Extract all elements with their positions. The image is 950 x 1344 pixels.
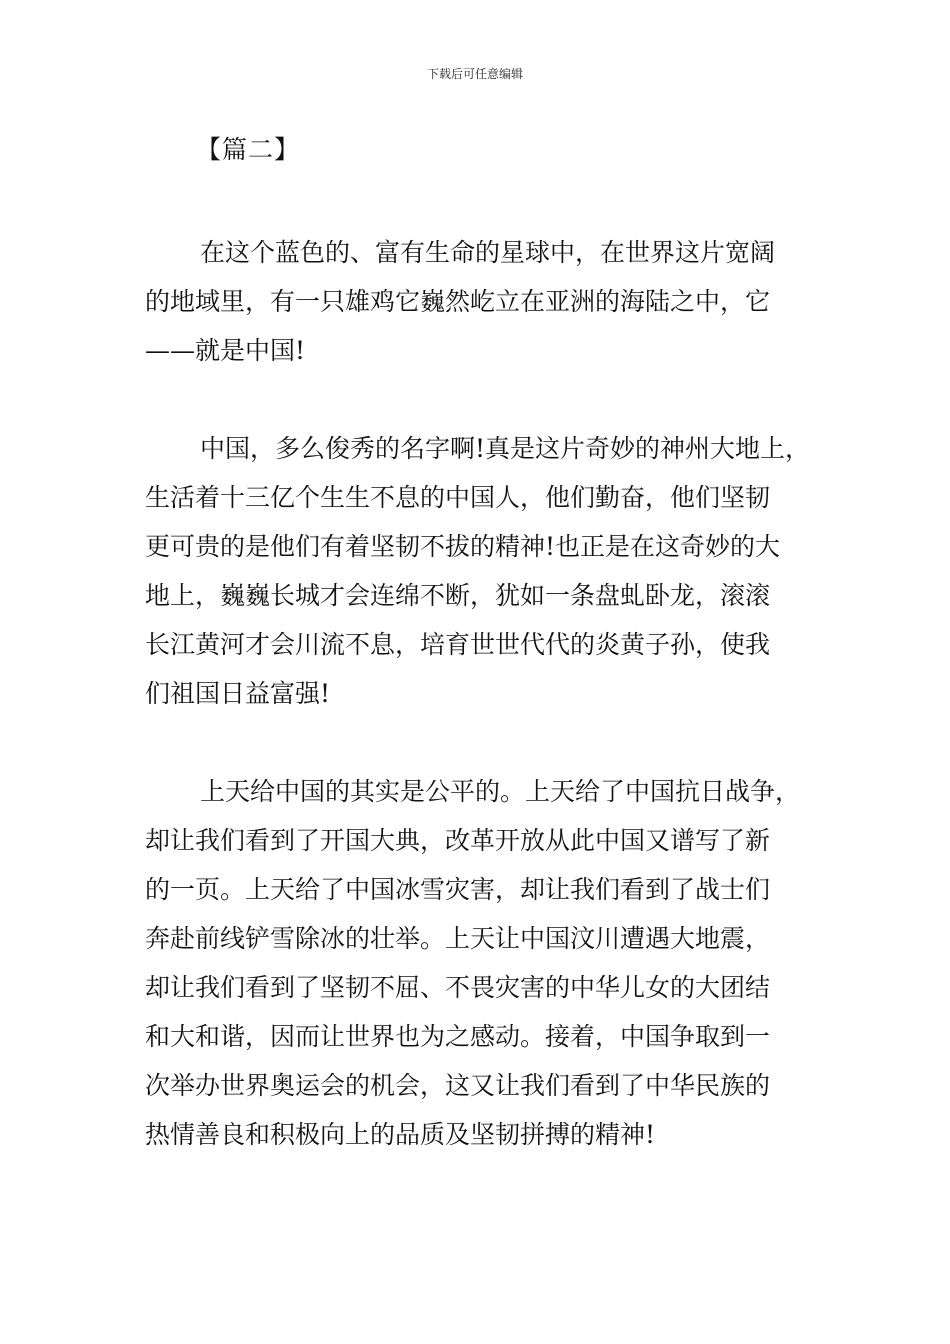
page-header: 下载后可任意编辑 [426,67,523,81]
paragraph-line: 在这个蓝色的、富有生命的星球中，在世界这片宽阔 [200,238,776,267]
paragraph-line: 中国，多么俊秀的名字啊!真是这片奇妙的神州大地上， [200,434,811,463]
paragraph-line: 却让我们看到了坚韧不屈、不畏灾害的中华儿女的大团结 [145,973,771,1002]
paragraph-line: 地上，巍巍长城才会连绵不断，犹如一条盘虬卧龙，滚滚 [145,581,771,610]
paragraph-line: 生活着十三亿个生生不息的中国人，他们勤奋，他们坚韧 [145,483,771,512]
paragraph-line: 的地域里，有一只雄鸡它巍然屹立在亚洲的海陆之中，它 [145,287,771,316]
paragraph-line: 长江黄河才会川流不息，培育世世代代的炎黄子孙，使我 [145,630,771,659]
paragraph-2 [145,424,825,718]
paragraph-line: 上天给中国的其实是公平的。上天给了中国抗日战争， [200,777,801,806]
paragraph-line: 奔赴前线铲雪除冰的壮举。上天让中国汶川遭遇大地震， [145,924,771,953]
paragraph-line: 热情善良和积极向上的品质及坚韧拼搏的精神! [145,1120,656,1149]
paragraph-line: 却让我们看到了开国大典，改革开放从此中国又谱写了新 [145,826,771,855]
paragraph-line: ——就是中国! [145,336,306,365]
paragraph-line: 更可贵的是他们有着坚韧不拔的精神!也正是在这奇妙的大 [145,532,781,561]
section-title: 【篇二】 [196,135,301,164]
document-body [145,228,825,1208]
paragraph-1 [145,228,825,375]
paragraph-line: 们祖国日益富强! [145,679,331,708]
paragraph-line: 次举办世界奥运会的机会，这又让我们看到了中华民族的 [145,1071,771,1100]
paragraph-line: 和大和谐，因而让世界也为之感动。接着，中国争取到一 [145,1022,771,1051]
paragraph-line: 的一页。上天给了中国冰雪灾害，却让我们看到了战士们 [145,875,771,904]
paragraph-3 [145,767,825,1159]
